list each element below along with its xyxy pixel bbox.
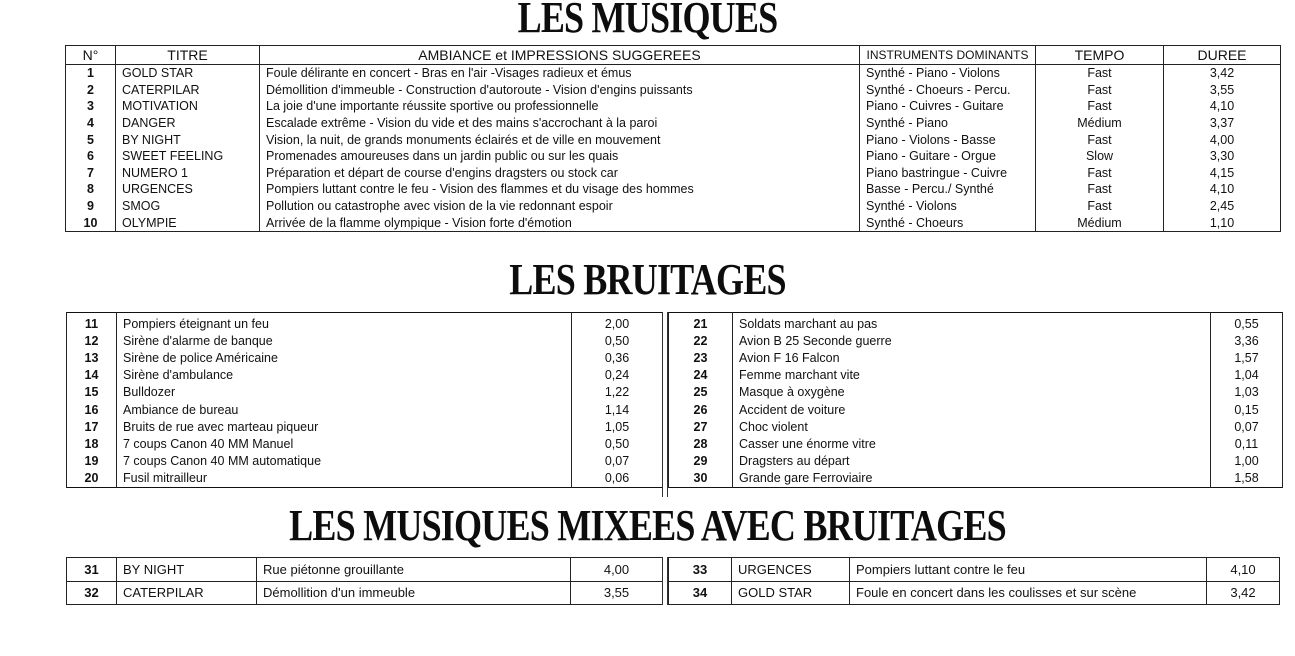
musique-row [66, 198, 1281, 215]
mixee-duree: 3,55 [571, 581, 663, 605]
bruitage-number: 23 [669, 349, 733, 366]
musique-row [66, 148, 1281, 165]
bruitage-duree: 3,36 [1211, 332, 1283, 349]
bruitage-number: 13 [67, 349, 117, 366]
bruitage-number: 19 [67, 453, 117, 470]
bruitage-title: Choc violent [733, 418, 1211, 435]
track-instruments: Synthé - Choeurs [860, 214, 1036, 231]
mixee-duree: 4,00 [571, 558, 663, 582]
header-instruments: INSTRUMENTS DOMINANTS [860, 46, 1036, 65]
bruitage-number: 12 [67, 332, 117, 349]
bruitage-title: 7 coups Canon 40 MM automatique [117, 453, 572, 470]
bruitage-row [669, 367, 1283, 384]
mixee-title: URGENCES [732, 558, 850, 582]
track-instruments: Synthé - Choeurs - Percu. [860, 82, 1036, 99]
header-number: N° [66, 46, 116, 65]
mixee-row [67, 581, 663, 605]
bruitage-duree: 1,05 [572, 418, 663, 435]
musiques-table [65, 45, 1281, 232]
track-tempo: Fast [1036, 98, 1164, 115]
bruitage-number: 17 [67, 418, 117, 435]
bruitage-row [669, 313, 1283, 333]
bruitage-number: 11 [67, 313, 117, 333]
track-duree: 3,30 [1164, 148, 1281, 165]
track-duree: 2,45 [1164, 198, 1281, 215]
musique-row [66, 131, 1281, 148]
track-duree: 1,10 [1164, 214, 1281, 231]
track-duree: 4,00 [1164, 131, 1281, 148]
bruitage-row [669, 435, 1283, 452]
mixee-number: 32 [67, 581, 117, 605]
track-tempo: Médium [1036, 115, 1164, 132]
mixee-title: BY NIGHT [117, 558, 257, 582]
bruitage-row [67, 313, 663, 333]
bruitage-row [67, 418, 663, 435]
track-tempo: Fast [1036, 165, 1164, 182]
track-tempo: Fast [1036, 131, 1164, 148]
mixee-row [669, 581, 1280, 605]
track-instruments: Piano - Cuivres - Guitare [860, 98, 1036, 115]
track-instruments: Synthé - Piano [860, 115, 1036, 132]
track-number: 6 [66, 148, 116, 165]
track-title: NUMERO 1 [116, 165, 260, 182]
bruitage-duree: 0,15 [1211, 401, 1283, 418]
mixee-duree: 4,10 [1207, 558, 1280, 582]
track-instruments: Synthé - Violons [860, 198, 1036, 215]
bruitage-title: Bulldozer [117, 384, 572, 401]
track-instruments: Piano - Violons - Basse [860, 131, 1036, 148]
bruitage-number: 25 [669, 384, 733, 401]
bruitage-title: Soldats marchant au pas [733, 313, 1211, 333]
mixee-ambiance: Démollition d'un immeuble [257, 581, 571, 605]
mixee-title: GOLD STAR [732, 581, 850, 605]
bruitage-duree: 0,24 [572, 367, 663, 384]
track-number: 8 [66, 181, 116, 198]
mixee-row [67, 558, 663, 582]
header-ambiance: AMBIANCE et IMPRESSIONS SUGGEREES [260, 46, 860, 65]
bruitage-duree: 1,22 [572, 384, 663, 401]
heading-bruitages: LES BRUITAGES [509, 255, 786, 304]
track-duree: 4,15 [1164, 165, 1281, 182]
bruitage-number: 20 [67, 470, 117, 488]
bruitage-row [669, 349, 1283, 366]
bruitage-row [67, 401, 663, 418]
track-title: OLYMPIE [116, 214, 260, 231]
bruitage-duree: 1,58 [1211, 470, 1283, 488]
track-number: 9 [66, 198, 116, 215]
bruitage-title: Bruits de rue avec marteau piqueur [117, 418, 572, 435]
track-ambiance: Arrivée de la flamme olympique - Vision forte d'émotion [260, 214, 860, 231]
track-number: 4 [66, 115, 116, 132]
track-ambiance: Promenades amoureuses dans un jardin public ou sur les quais [260, 148, 860, 165]
bruitage-duree: 1,04 [1211, 367, 1283, 384]
track-duree: 4,10 [1164, 181, 1281, 198]
bruitage-duree: 0,07 [572, 453, 663, 470]
bruitage-title: Pompiers éteignant un feu [117, 313, 572, 333]
bruitage-row [669, 453, 1283, 470]
track-title: SMOG [116, 198, 260, 215]
track-title: BY NIGHT [116, 131, 260, 148]
bruitage-duree: 0,07 [1211, 418, 1283, 435]
bruitage-duree: 2,00 [572, 313, 663, 333]
bruitage-number: 22 [669, 332, 733, 349]
mixee-row [669, 558, 1280, 582]
bruitage-row [669, 332, 1283, 349]
track-ambiance: Escalade extrême - Vision du vide et des mains s'accrochant à la paroi [260, 115, 860, 132]
bruitage-title: Accident de voiture [733, 401, 1211, 418]
bruitage-duree: 0,36 [572, 349, 663, 366]
track-ambiance: Démollition d'immeuble - Construction d'autoroute - Vision d'engins puissants [260, 82, 860, 99]
track-title: DANGER [116, 115, 260, 132]
track-title: CATERPILAR [116, 82, 260, 99]
bruitage-title: Ambiance de bureau [117, 401, 572, 418]
track-instruments: Piano bastringue - Cuivre [860, 165, 1036, 182]
track-title: GOLD STAR [116, 65, 260, 82]
track-title: URGENCES [116, 181, 260, 198]
header-duree: DUREE [1164, 46, 1281, 65]
mixee-title: CATERPILAR [117, 581, 257, 605]
bruitage-duree: 0,50 [572, 435, 663, 452]
track-number: 3 [66, 98, 116, 115]
track-tempo: Fast [1036, 65, 1164, 82]
bruitage-title: Sirène d'ambulance [117, 367, 572, 384]
track-instruments: Basse - Percu./ Synthé [860, 181, 1036, 198]
track-ambiance: Foule délirante en concert - Bras en l'air -Visages radieux et émus [260, 65, 860, 82]
musique-row [66, 98, 1281, 115]
track-title: SWEET FEELING [116, 148, 260, 165]
bruitage-row [67, 470, 663, 488]
track-number: 10 [66, 214, 116, 231]
bruitage-duree: 1,14 [572, 401, 663, 418]
bruitage-number: 29 [669, 453, 733, 470]
mixees-table-right [668, 557, 1280, 605]
bruitage-number: 15 [67, 384, 117, 401]
bruitage-duree: 0,50 [572, 332, 663, 349]
bruitage-duree: 0,11 [1211, 435, 1283, 452]
track-ambiance: Vision, la nuit, de grands monuments éclairés et de ville en mouvement [260, 131, 860, 148]
musique-row [66, 82, 1281, 99]
bruitage-title: Avion B 25 Seconde guerre [733, 332, 1211, 349]
bruitage-number: 28 [669, 435, 733, 452]
bruitage-title: Masque à oxygène [733, 384, 1211, 401]
track-title: MOTIVATION [116, 98, 260, 115]
bruitage-title: Casser une énorme vitre [733, 435, 1211, 452]
mixee-number: 31 [67, 558, 117, 582]
musique-row [66, 214, 1281, 231]
bruitage-title: 7 coups Canon 40 MM Manuel [117, 435, 572, 452]
mixee-duree: 3,42 [1207, 581, 1280, 605]
track-number: 1 [66, 65, 116, 82]
musique-row [66, 181, 1281, 198]
track-tempo: Médium [1036, 214, 1164, 231]
track-duree: 3,55 [1164, 82, 1281, 99]
bruitage-title: Sirène de police Américaine [117, 349, 572, 366]
bruitage-row [67, 332, 663, 349]
bruitage-row [67, 435, 663, 452]
bruitage-title: Femme marchant vite [733, 367, 1211, 384]
bruitage-number: 16 [67, 401, 117, 418]
track-tempo: Fast [1036, 181, 1164, 198]
bruitage-number: 18 [67, 435, 117, 452]
track-duree: 4,10 [1164, 98, 1281, 115]
track-tempo: Fast [1036, 198, 1164, 215]
track-tempo: Slow [1036, 148, 1164, 165]
bruitage-title: Grande gare Ferroviaire [733, 470, 1211, 488]
bruitage-title: Dragsters au départ [733, 453, 1211, 470]
track-number: 5 [66, 131, 116, 148]
musique-row [66, 165, 1281, 182]
track-ambiance: Pollution ou catastrophe avec vision de la vie redonnant espoir [260, 198, 860, 215]
track-duree: 3,37 [1164, 115, 1281, 132]
bruitage-number: 26 [669, 401, 733, 418]
musique-row [66, 65, 1281, 82]
bruitage-title: Fusil mitrailleur [117, 470, 572, 488]
bruitage-row [67, 367, 663, 384]
bruitage-row [67, 349, 663, 366]
bruitage-row [669, 470, 1283, 488]
bruitage-title: Sirène d'alarme de banque [117, 332, 572, 349]
bruitage-title: Avion F 16 Falcon [733, 349, 1211, 366]
heading-musiques: LES MUSIQUES [517, 0, 778, 42]
bruitages-table-right [668, 312, 1283, 488]
mixee-number: 34 [669, 581, 732, 605]
track-number: 7 [66, 165, 116, 182]
musiques-header-row [66, 46, 1281, 65]
track-instruments: Piano - Guitare - Orgue [860, 148, 1036, 165]
bruitage-number: 14 [67, 367, 117, 384]
track-tempo: Fast [1036, 82, 1164, 99]
bruitage-number: 21 [669, 313, 733, 333]
bruitage-row [67, 384, 663, 401]
bruitage-row [669, 401, 1283, 418]
bruitage-duree: 0,06 [572, 470, 663, 488]
bruitage-duree: 1,00 [1211, 453, 1283, 470]
bruitage-duree: 1,03 [1211, 384, 1283, 401]
mixee-ambiance: Rue piétonne grouillante [257, 558, 571, 582]
bruitage-duree: 1,57 [1211, 349, 1283, 366]
bruitage-row [669, 418, 1283, 435]
track-ambiance: La joie d'une importante réussite sportive ou professionnelle [260, 98, 860, 115]
bruitage-row [669, 384, 1283, 401]
track-ambiance: Préparation et départ de course d'engins dragsters ou stock car [260, 165, 860, 182]
track-instruments: Synthé - Piano - Violons [860, 65, 1036, 82]
musique-row [66, 115, 1281, 132]
header-titre: TITRE [116, 46, 260, 65]
track-ambiance: Pompiers luttant contre le feu - Vision des flammes et du visage des hommes [260, 181, 860, 198]
mixee-ambiance: Pompiers luttant contre le feu [850, 558, 1207, 582]
bruitages-table-left [66, 312, 663, 488]
heading-mixees: LES MUSIQUES MIXEES AVEC BRUITAGES [289, 501, 1006, 550]
mixees-table-left [66, 557, 663, 605]
bruitage-duree: 0,55 [1211, 313, 1283, 333]
mixee-number: 33 [669, 558, 732, 582]
mixee-ambiance: Foule en concert dans les coulisses et sur scène [850, 581, 1207, 605]
track-number: 2 [66, 82, 116, 99]
bruitage-number: 30 [669, 470, 733, 488]
header-tempo: TEMPO [1036, 46, 1164, 65]
track-duree: 3,42 [1164, 65, 1281, 82]
bruitage-number: 24 [669, 367, 733, 384]
bruitage-row [67, 453, 663, 470]
bruitage-number: 27 [669, 418, 733, 435]
